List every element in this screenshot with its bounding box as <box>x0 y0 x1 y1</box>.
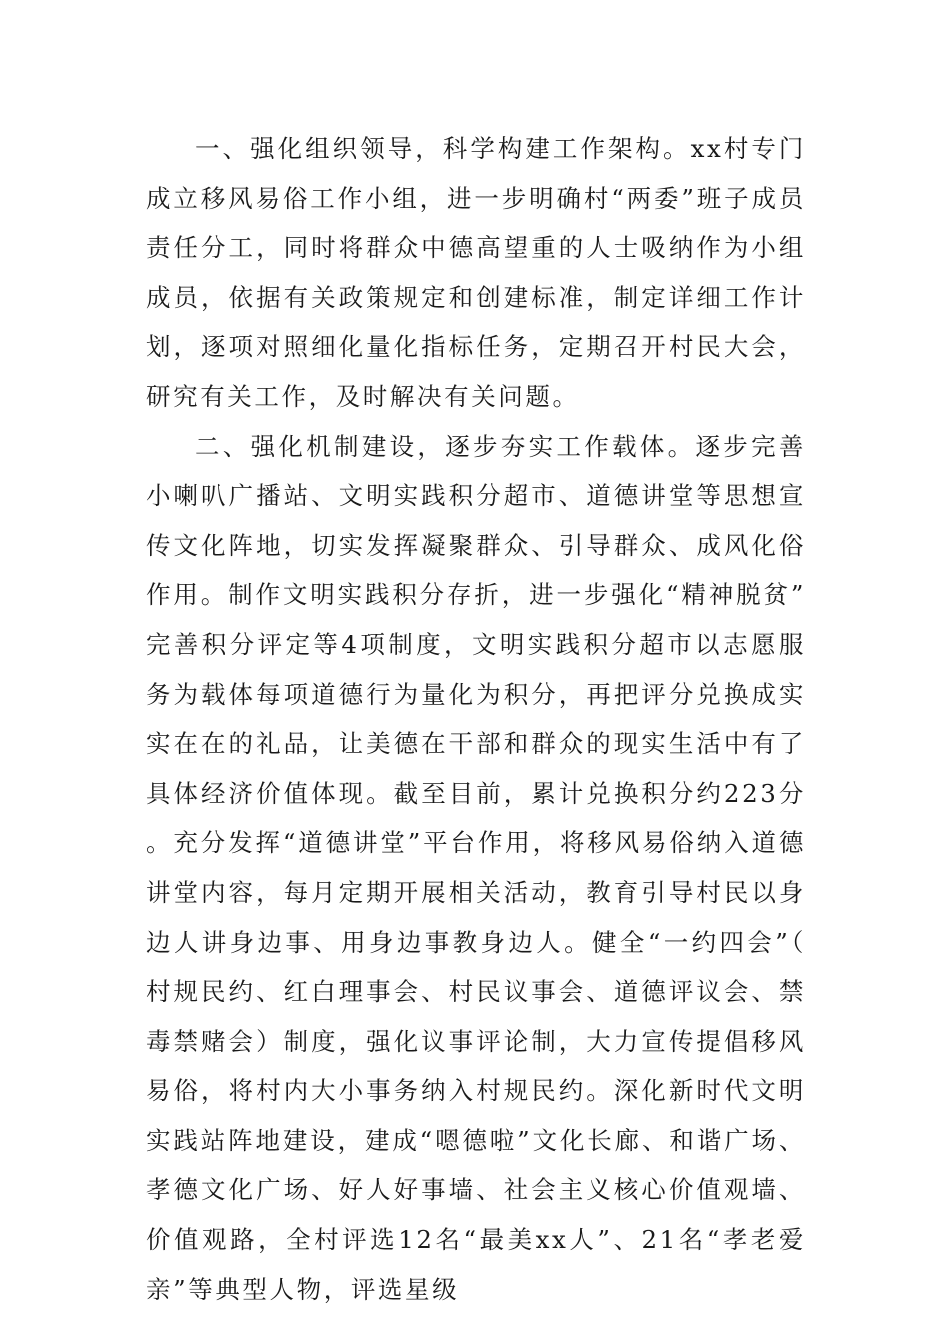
document-body <box>146 124 806 1314</box>
paragraph-organization-leadership: 一、强化组织领导，科学构建工作架构。xx村专门成立移风易俗工作小组，进一步明确村“两委”班子成员责任分工，同时将群众中德高望重的人士吸纳作为小组成员，依据有关政策规定和创建标准，制定详细工作计划，逐项对照细化量化指标任务，定期召开村民大会，研究有关工作，及时解决有关问题。 <box>146 134 806 411</box>
paragraph-mechanism-building: 二、强化机制建设，逐步夯实工作载体。逐步完善小喇叭广播站、文明实践积分超市、道德讲堂等思想宣传文化阵地，切实发挥凝聚群众、引导群众、成风化俗作用。制作文明实践积分存折，进一步强化“精神脱贫”完善积分评定等4项制度，文明实践积分超市以志愿服务为载体每项道德行为量化为积分，再把评分兑换成实实在在的礼品，让美德在干部和群众的现实生活中有了具体经济价值体现。截至目前，累计兑换积分约223分。充分发挥“道德讲堂”平台作用，将移风易俗纳入道德讲堂内容，每月定期开展相关活动，教育引导村民以身边人讲身边事、用身边事教身边人。健全“一约四会”（村规民约、红白理事会、村民议事会、道德评议会、禁毒禁赌会）制度，强化议事评论制，大力宣传提倡移风易俗，将村内大小事务纳入村规民约。深化新时代文明实践站阵地建设，建成“嗯德啦”文化长廊、和谐广场、孝德文化广场、好人好事墙、社会主义核心价值观墙、价值观路，全村评选12名“最美xx人”、21名“孝老爱亲”等典型人物，评选星级 <box>146 431 806 1304</box>
